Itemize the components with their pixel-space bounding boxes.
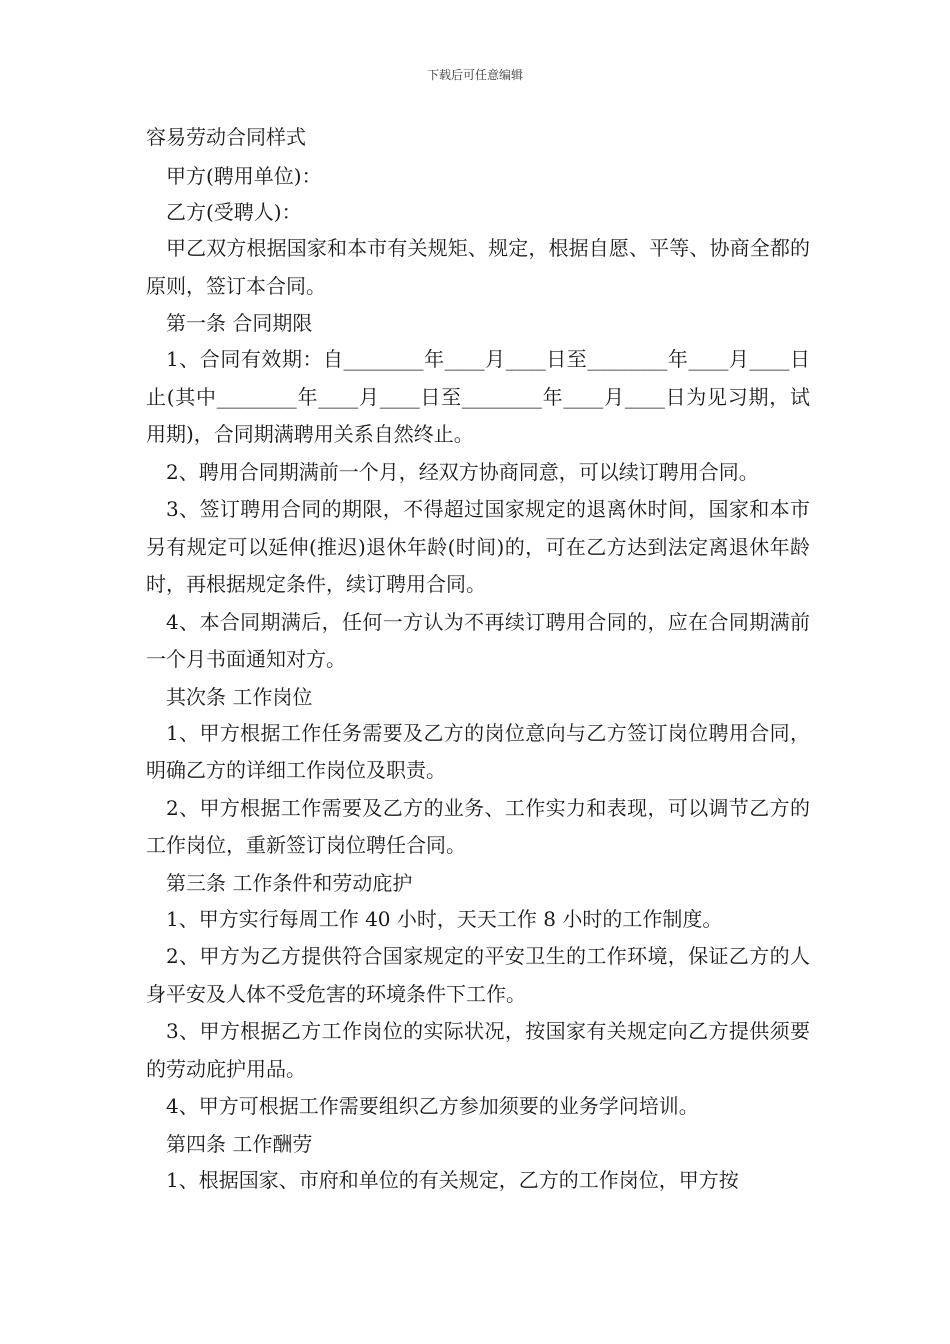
intro-paragraph: 甲乙双方根据国家和本市有关规矩、规定，根据自愿、平等、协商全都的原则，签订本合同。 [146, 236, 810, 298]
article-2-heading: 其次条 工作岗位 [166, 684, 313, 709]
article-1-clause-3: 3、签订聘用合同的期限，不得超过国家规定的退离休时间，国家和本市另有规定可以延伸(推迟)退休年龄(时间)的，可在乙方达到法定离退休年龄时，再根据规定条件，续订聘用合同。 [146, 497, 810, 596]
article-2-clause-1: 1、甲方根据工作任务需要及乙方的岗位意向与乙方签订岗位聘用合同，明确乙方的详细工作岗位及职责。 [146, 720, 810, 782]
article-2-clause-2: 2、甲方根据工作需要及乙方的业务、工作实力和表现，可以调节乙方的工作岗位，重新签订岗位聘任合同。 [146, 795, 810, 857]
article-4-heading: 第四条 工作酬劳 [166, 1131, 313, 1156]
party-b-line: 乙方(受聘人)： [166, 200, 302, 224]
article-3-heading: 第三条 工作条件和劳动庇护 [166, 870, 413, 895]
document-body [146, 122, 810, 1199]
article-3-clause-2: 2、甲方为乙方提供符合国家规定的平安卫生的工作环境，保证乙方的人身平安及人体不受危害的环境条件下工作。 [146, 944, 810, 1006]
article-1-clause-2: 2、聘用合同期满前一个月，经双方协商同意，可以续订聘用合同。 [166, 459, 759, 484]
document-title: 容易劳动合同样式 [146, 125, 306, 149]
article-3-clause-1: 1、甲方实行每周工作 40 小时，天天工作 8 小时的工作制度。 [166, 906, 723, 931]
party-a-line: 甲方(聘用单位)： [166, 164, 322, 188]
article-1-clause-4: 4、本合同期满后，任何一方认为不再续订聘用合同的，应在合同期满前一个月书面通知对方。 [146, 609, 810, 671]
article-3-clause-4: 4、甲方可根据工作需要组织乙方参加须要的业务学问培训。 [166, 1094, 699, 1118]
page-header: 下载后可任意编辑 [426, 68, 523, 82]
article-3-clause-3: 3、甲方根据乙方工作岗位的实际状况，按国家有关规定向乙方提供须要的劳动庇护用品。 [146, 1019, 810, 1081]
article-4-clause-1: 1、根据国家、市府和单位的有关规定，乙方的工作岗位，甲方按 [166, 1167, 739, 1192]
article-1-clause-1: 1、合同有效期：自________年____月____日至________年____月____日止(其中________年____月____日至________年____月____日为见习期，试用期)，合同期满聘用关系自然终止。 [146, 347, 810, 446]
article-1-heading: 第一条 合同期限 [166, 311, 313, 335]
